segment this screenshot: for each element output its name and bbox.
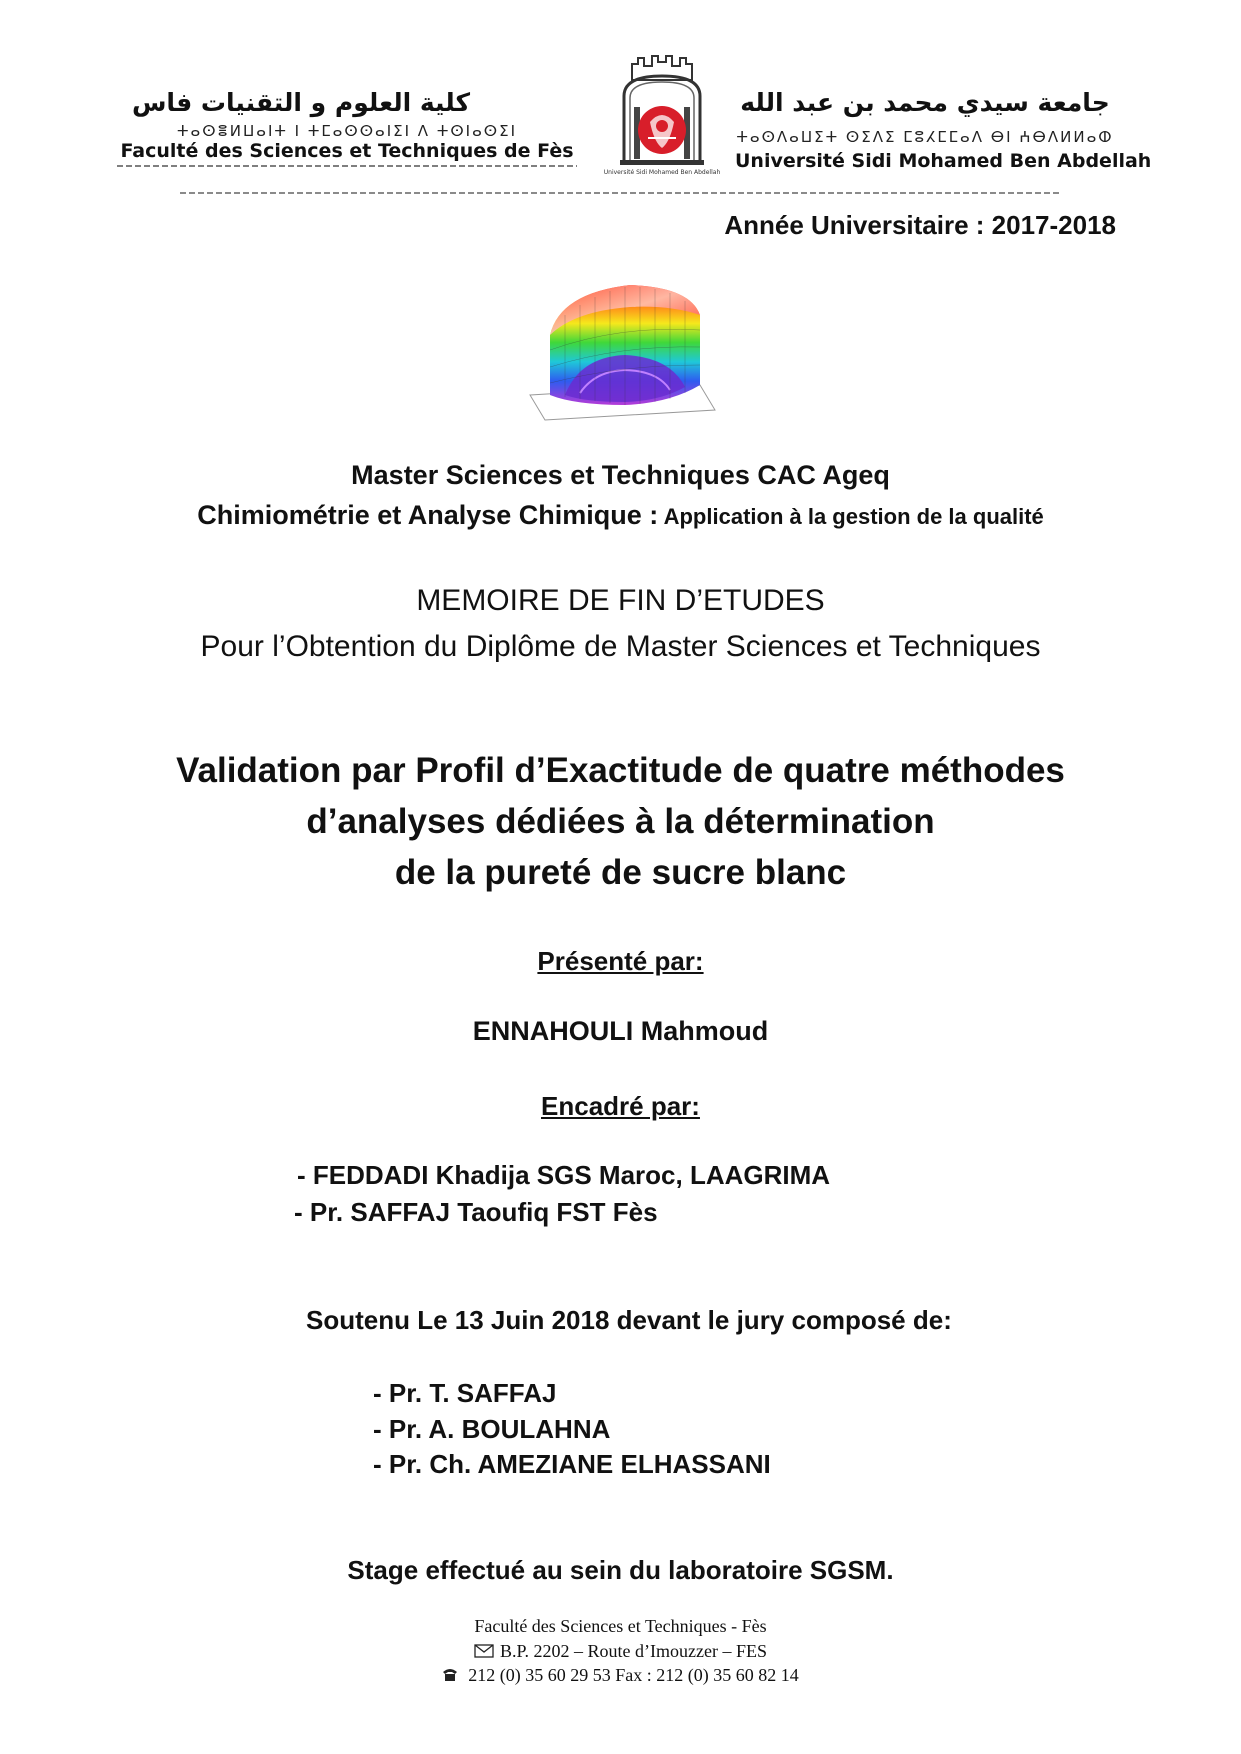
master-program-application: Application à la gestion de la qualité xyxy=(658,504,1044,529)
internship-statement: Stage effectué au sein du laboratoire SGSM. xyxy=(347,1555,894,1585)
faculty-underline-decoration xyxy=(117,164,577,170)
footer-address xyxy=(0,1641,1241,1662)
jury-member: - Pr. T. SAFFAJ xyxy=(373,1378,557,1408)
thesis-title-line-1: Validation par Profil d’Exactitude de quatre méthodes xyxy=(176,751,1065,790)
surface-plot-illustration xyxy=(520,275,720,430)
university-name-french: Université Sidi Mohamed Ben Abdellah xyxy=(735,150,1152,172)
thesis-title-line-3: de la pureté de sucre blanc xyxy=(394,853,847,892)
master-program-subtitle xyxy=(0,500,1241,531)
author-name: ENNAHOULI Mahmoud xyxy=(472,1016,769,1046)
faculty-name-arabic: كلية العلوم و التقنيات فاس xyxy=(131,88,470,117)
supervised-by-label: Encadré par: xyxy=(541,1091,700,1121)
master-program-title: Master Sciences et Techniques CAC Ageq xyxy=(351,460,890,490)
header-separator xyxy=(180,190,1060,196)
presented-by-label: Présenté par: xyxy=(537,946,704,976)
university-name-arabic: جامعة سيدي محمد بن عبد الله xyxy=(740,88,1110,117)
thesis-title xyxy=(0,745,1241,898)
supervisor-item: - Pr. SAFFAJ Taoufiq FST Fès xyxy=(294,1197,658,1227)
master-program-specialty: Chimiométrie et Analyse Chimique : xyxy=(197,500,659,530)
defense-statement: Soutenu Le 13 Juin 2018 devant le jury composé de: xyxy=(306,1305,952,1335)
jury-member: - Pr. Ch. AMEZIANE ELHASSANI xyxy=(373,1449,771,1479)
thesis-title-line-2: d’analyses dédiées à la détermination xyxy=(306,802,935,841)
footer-institution: Faculté des Sciences et Techniques - Fès xyxy=(474,1616,767,1636)
envelope-icon xyxy=(474,1644,494,1658)
memoire-purpose: Pour l’Obtention du Diplôme de Master Sciences et Techniques xyxy=(200,630,1041,663)
telephone-icon xyxy=(442,1667,458,1682)
academic-year: Année Universitaire : 2017-2018 xyxy=(724,210,1116,240)
memoire-heading: MEMOIRE DE FIN D’ETUDES xyxy=(416,584,825,617)
faculty-name-french: Faculté des Sciences et Techniques de Fès xyxy=(120,140,574,162)
faculty-name-tifinagh: ⵜⴰⵙⴻⵍⵡⴰⵏⵜ ⵏ ⵜⵎⴰⵙⵙⴰⵏⵉⵏ ⴷ ⵜⵙⵏⴰⵙⵉⵏ xyxy=(177,122,517,140)
footer-contact xyxy=(0,1665,1241,1686)
university-name-tifinagh: ⵜⴰⵙⴷⴰⵡⵉⵜ ⵙⵉⴷⵉ ⵎⵓⵃⵎⵎⴰⴷ ⴱⵏ ⵄⴱⴷⵍⵍⴰⵀ xyxy=(736,128,1114,146)
jury-member: - Pr. A. BOULAHNA xyxy=(373,1414,611,1444)
footer-address-text: B.P. 2202 – Route d’Imouzzer – FES xyxy=(500,1641,767,1661)
footer-contact-text: 212 (0) 35 60 29 53 Fax : 212 (0) 35 60 82 14 xyxy=(468,1665,799,1685)
supervisor-item: - FEDDADI Khadija SGS Maroc, LAAGRIMA xyxy=(297,1160,831,1190)
university-logo xyxy=(603,52,721,178)
university-logo-caption: Université Sidi Mohamed Ben Abdellah xyxy=(603,169,721,176)
